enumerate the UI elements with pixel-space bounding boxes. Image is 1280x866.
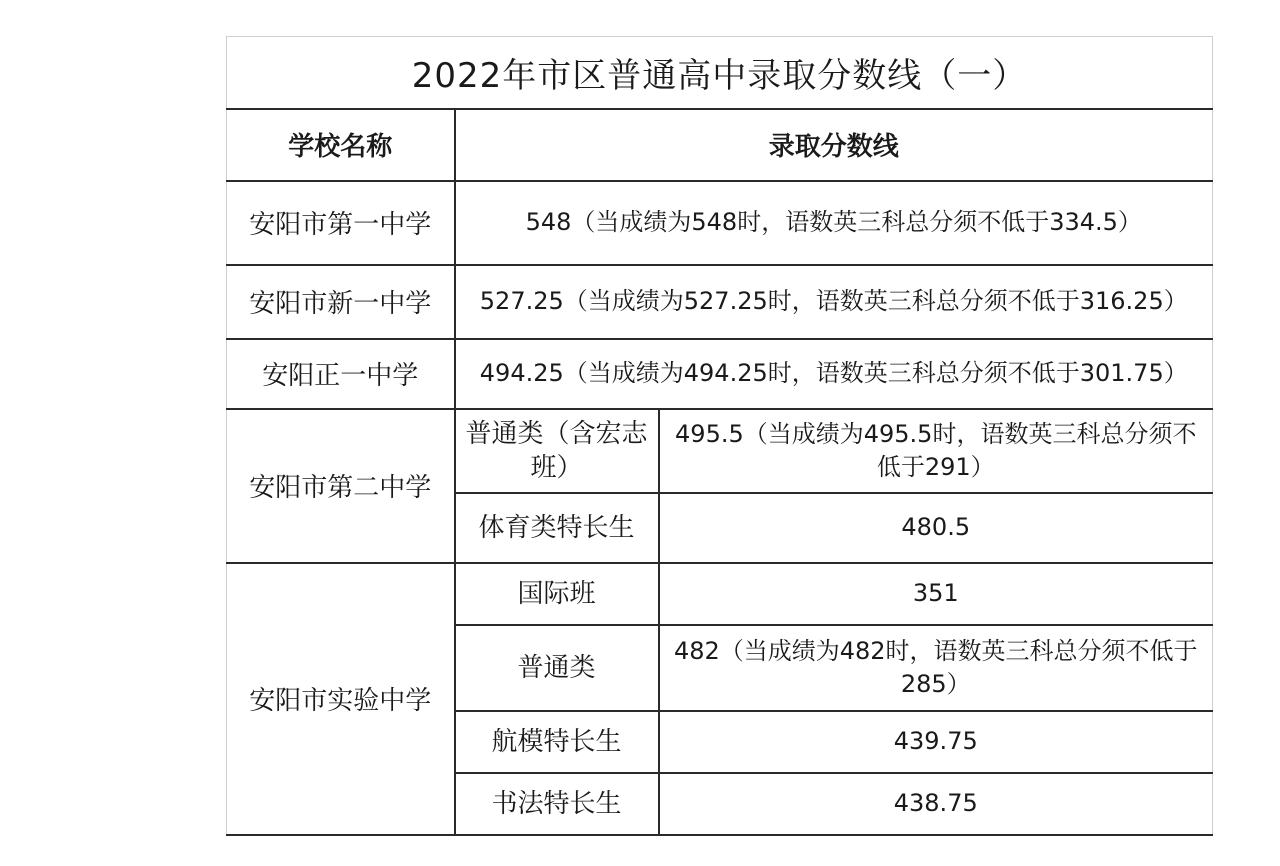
table-row (227, 409, 1213, 493)
table-row (227, 181, 1213, 265)
category-name: 普通类 (455, 625, 659, 711)
table-row (227, 563, 1213, 625)
category-name: 航模特长生 (455, 711, 659, 773)
header-admission-score: 录取分数线 (455, 109, 1213, 181)
table-row (227, 265, 1213, 339)
score-sheet (226, 36, 1212, 866)
score-value: 494.25（当成绩为494.25时，语数英三科总分须不低于301.75） (455, 339, 1213, 409)
school-name: 安阳市实验中学 (227, 563, 455, 835)
score-value: 438.75 (659, 773, 1213, 835)
school-name: 安阳市第二中学 (227, 409, 455, 563)
score-value: 439.75 (659, 711, 1213, 773)
score-value: 482（当成绩为482时，语数英三科总分须不低于285） (659, 625, 1213, 711)
header-school-name: 学校名称 (227, 109, 455, 181)
score-value: 548（当成绩为548时，语数英三科总分须不低于334.5） (455, 181, 1213, 265)
score-value: 351 (659, 563, 1213, 625)
title-row (227, 37, 1213, 109)
school-name: 安阳市第一中学 (227, 181, 455, 265)
category-name: 普通类（含宏志班） (455, 409, 659, 493)
school-name: 安阳正一中学 (227, 339, 455, 409)
category-name: 书法特长生 (455, 773, 659, 835)
school-name: 安阳市新一中学 (227, 265, 455, 339)
header-row (227, 109, 1213, 181)
table-row (227, 339, 1213, 409)
category-name: 体育类特长生 (455, 493, 659, 563)
admission-score-table (226, 36, 1213, 836)
score-value: 480.5 (659, 493, 1213, 563)
score-value: 527.25（当成绩为527.25时，语数英三科总分须不低于316.25） (455, 265, 1213, 339)
category-name: 国际班 (455, 563, 659, 625)
table-title: 2022年市区普通高中录取分数线（一） (227, 37, 1213, 109)
score-value: 495.5（当成绩为495.5时，语数英三科总分须不低于291） (659, 409, 1213, 493)
